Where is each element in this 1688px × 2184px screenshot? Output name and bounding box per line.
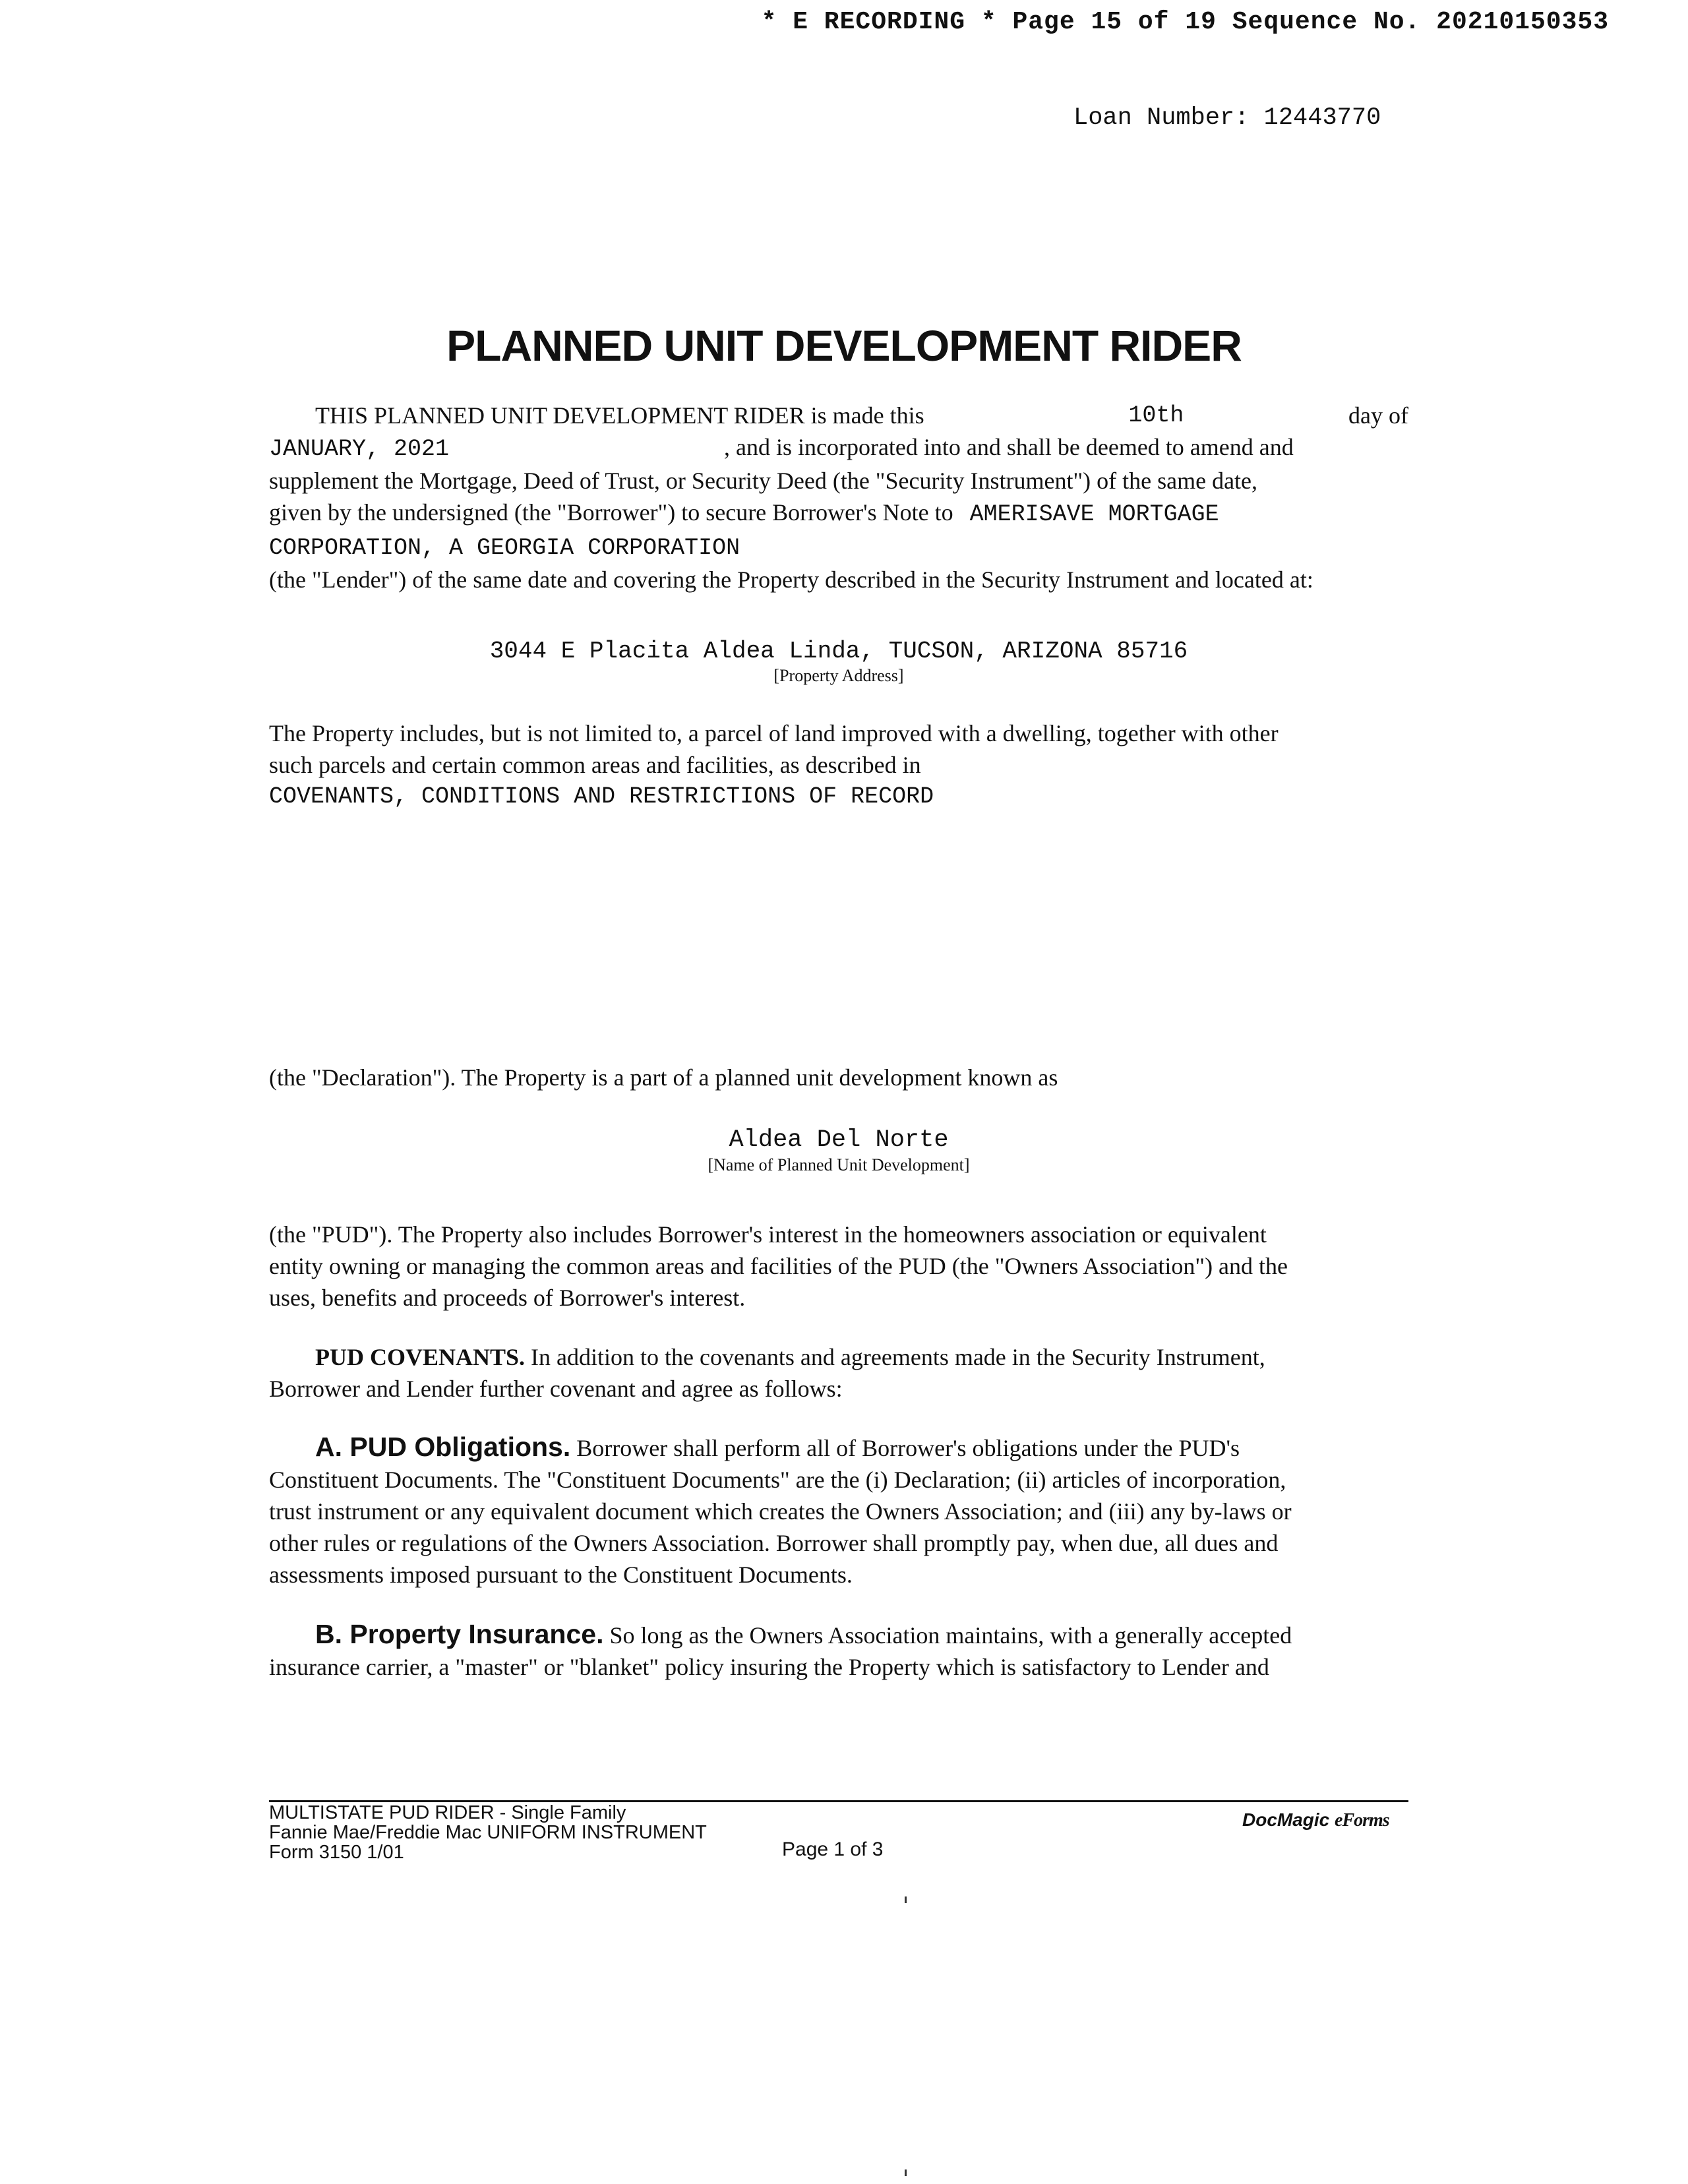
footer-line-3: Form 3150 1/01 (269, 1842, 404, 1863)
section-a-line-1 (269, 1431, 1408, 1464)
declaration-line (269, 1062, 1408, 1093)
footer-line-1: MULTISTATE PUD RIDER - Single Family (269, 1802, 626, 1823)
covenants-line-1 (269, 1341, 1408, 1373)
recording-header: * E RECORDING * Page 15 of 19 Sequence No. 20210150353 (761, 8, 1609, 36)
section-a-heading: A. PUD Obligations. (315, 1432, 571, 1462)
section-a-pud-obligations (269, 1431, 1408, 1591)
scan-speck (905, 1896, 907, 1903)
property-includes-line-2: such parcels and certain common areas and facilities, as described in (269, 752, 921, 778)
intro-lead: THIS PLANNED UNIT DEVELOPMENT RIDER is made this (315, 402, 924, 429)
section-a-line-3: trust instrument or any equivalent document which creates the Owners Association; and (iii) any by-laws or (269, 1498, 1292, 1525)
lender-name-line-1: AMERISAVE MORTGAGE (969, 501, 1219, 528)
brand-prefix: DocMagic (1242, 1809, 1330, 1830)
intro-line-4 (269, 497, 1408, 530)
intro-paragraph (269, 400, 1408, 595)
pud-line-2: entity owning or managing the common areas and facilities of the PUD (the "Owners Association") and the (269, 1253, 1288, 1279)
section-b-property-insurance (269, 1618, 1408, 1683)
scan-speck (905, 2169, 907, 2176)
brand-suffix: eForms (1335, 1810, 1389, 1831)
section-a-line-2: Constituent Documents. The "Constituent Documents" are the (i) Declaration; (ii) articles of incorporation, (269, 1467, 1286, 1493)
declaration-line-text: (the "Declaration"). The Property is a part of a planned unit development known as (269, 1064, 1058, 1091)
pud-paragraph (269, 1219, 1408, 1314)
page-title: PLANNED UNIT DEVELOPMENT RIDER (446, 321, 1242, 370)
pud-name-value: Aldea Del Norte (729, 1126, 949, 1154)
covenants-heading: PUD COVENANTS. (315, 1344, 526, 1370)
section-b-line-2: insurance carrier, a "master" or "blanket" policy insuring the Property which is satisfactory to Lender and (269, 1654, 1269, 1680)
covenants-line-1-rest: In addition to the covenants and agreements made in the Security Instrument, (531, 1344, 1265, 1370)
lender-name-line-2: CORPORATION, A GEORGIA CORPORATION (269, 535, 740, 561)
pud-name-block (269, 1125, 1408, 1175)
section-a-line-1-rest: Borrower shall perform all of Borrower's obligations under the PUD's (576, 1435, 1240, 1461)
footer-form-info (269, 1803, 707, 1862)
section-b-line-1 (269, 1618, 1408, 1651)
intro-line-2 (269, 431, 1408, 465)
footer-line-2: Fannie Mae/Freddie Mac UNIFORM INSTRUMENT (269, 1822, 707, 1843)
pud-covenants-paragraph (269, 1341, 1408, 1405)
intro-line-5 (269, 530, 1408, 564)
intro-after-date: , and is incorporated into and shall be deemed to amend and (724, 434, 1294, 460)
intro-line-3: supplement the Mortgage, Deed of Trust, or Security Deed (the "Security Instrument") of the same date, (269, 468, 1258, 494)
pud-line-3: uses, benefits and proceeds of Borrower's interest. (269, 1285, 746, 1311)
pud-line-1: (the "PUD"). The Property also includes Borrower's interest in the homeowners association or equivalent (269, 1221, 1267, 1248)
intro-line-1 (269, 400, 1408, 431)
property-address-value: 3044 E Placita Aldea Linda, TUCSON, ARIZONA 85716 (489, 638, 1188, 665)
loan-number: Loan Number: 12443770 (1073, 104, 1381, 132)
section-b-line-1-rest: So long as the Owners Association maintains, with a generally accepted (609, 1622, 1292, 1649)
declaration-name-value: COVENANTS, CONDITIONS AND RESTRICTIONS OF RECORD (269, 783, 934, 810)
property-includes-line-1: The Property includes, but is not limited to, a parcel of land improved with a dwelling, together with other (269, 720, 1279, 746)
property-address-caption: [Property Address] (773, 666, 904, 685)
property-address-block (269, 637, 1408, 686)
covenants-line-2: Borrower and Lender further covenant and agree as follows: (269, 1376, 843, 1402)
date-value: JANUARY, 2021 (269, 436, 450, 462)
pud-name-caption: [Name of Planned Unit Development] (708, 1155, 970, 1174)
section-a-line-4: other rules or regulations of the Owners Association. Borrower shall promptly pay, when due, all dues and (269, 1530, 1279, 1556)
day-of-label: day of (1348, 402, 1408, 429)
footer-page-number: Page 1 of 3 (782, 1838, 884, 1860)
section-b-heading: B. Property Insurance. (315, 1619, 604, 1649)
section-a-line-5: assessments imposed pursuant to the Constituent Documents. (269, 1562, 853, 1588)
property-includes-paragraph (269, 717, 1408, 812)
day-value: 10th (1128, 402, 1184, 429)
intro-line-4-lead: given by the undersigned (the "Borrower") to secure Borrower's Note to (269, 499, 953, 526)
intro-line-6: (the "Lender") of the same date and covering the Property described in the Security Instrument and located at: (269, 566, 1313, 593)
docmagic-logo (1242, 1809, 1389, 1831)
